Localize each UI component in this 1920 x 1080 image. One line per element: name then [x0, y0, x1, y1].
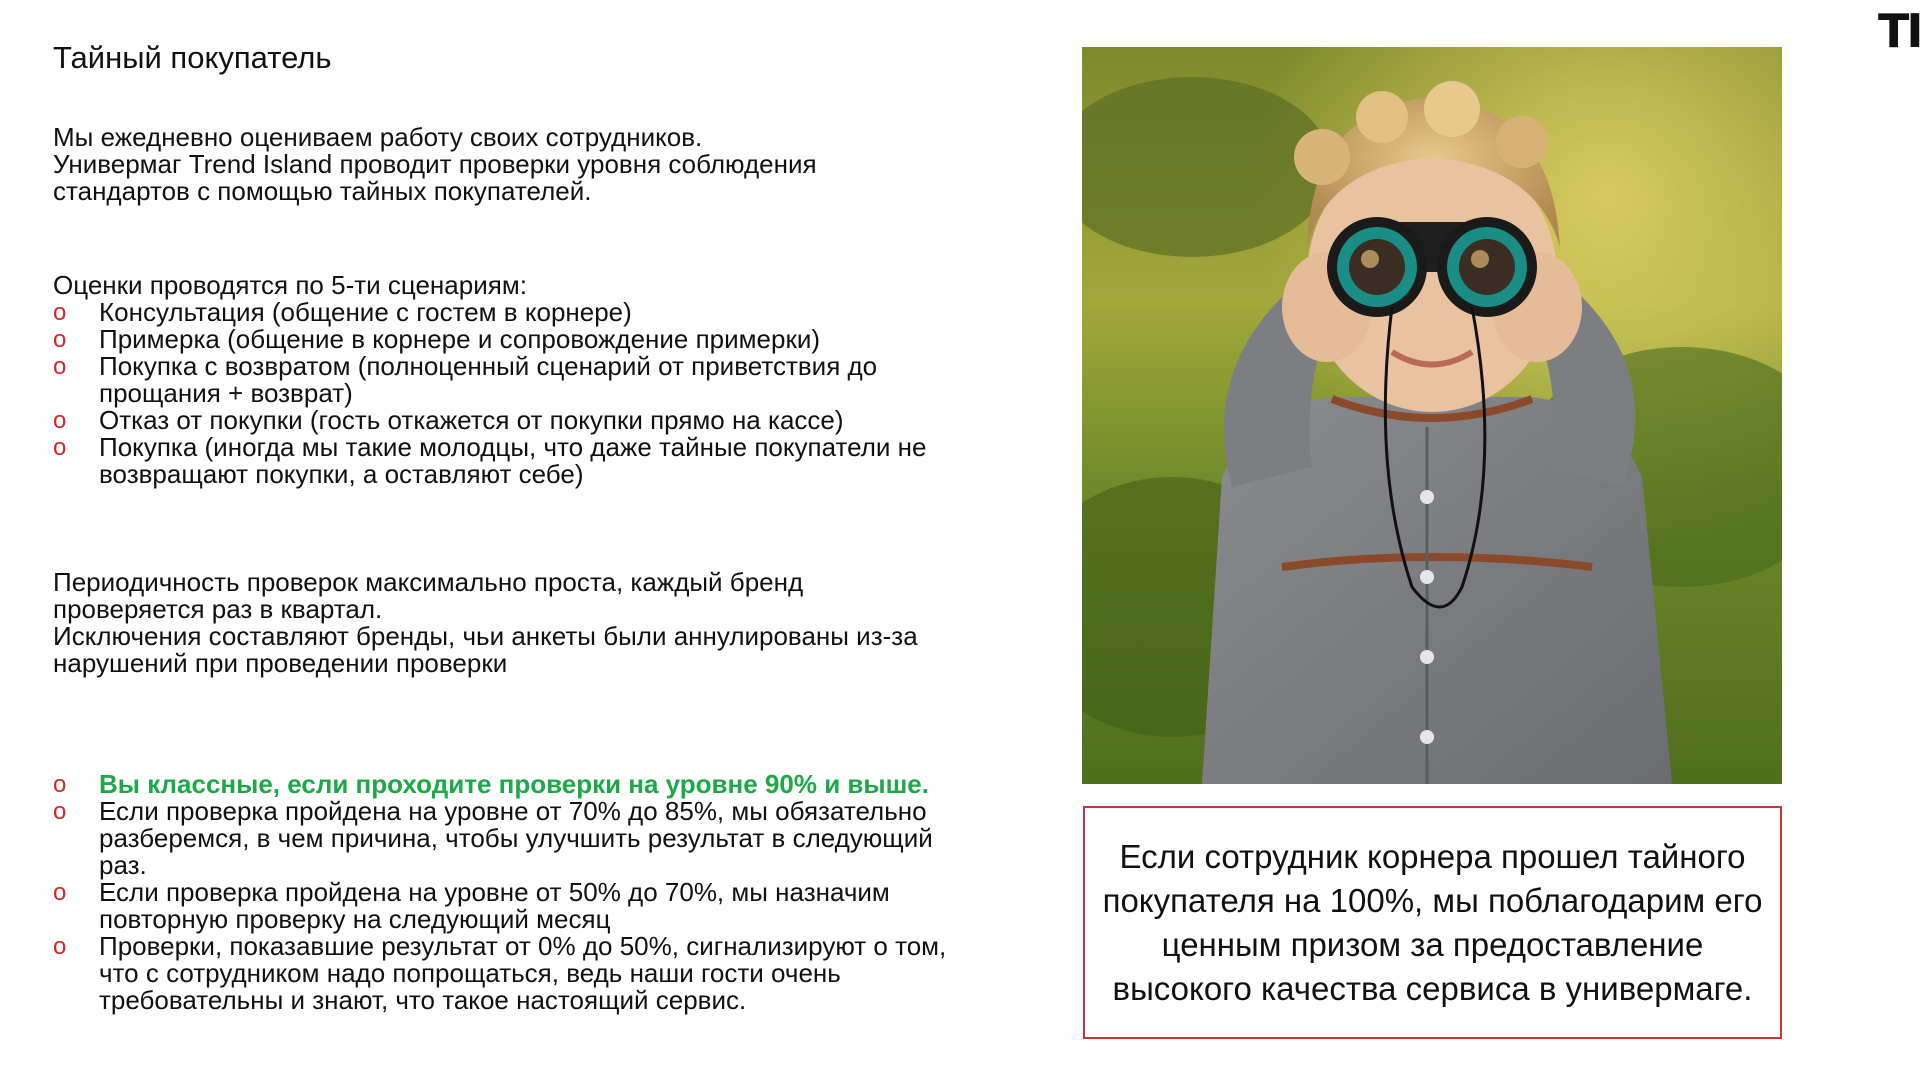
- list-item-text: Если проверка пройдена на уровне от 70% до 85%, мы обязательно: [99, 796, 927, 826]
- list-item-text: повторную проверку на следующий месяц: [99, 904, 611, 934]
- list-item-text: Вы классные, если проходите проверки на уровне 90% и выше.: [99, 769, 929, 799]
- list-item-text: раз.: [99, 850, 147, 880]
- page-title: Тайный покупатель: [53, 40, 332, 75]
- list-item-text: что с сотрудником надо попрощаться, ведь наши гости очень: [99, 958, 841, 988]
- periodicity-line: Исключения составляют бренды, чьи анкеты были аннулированы из-за: [53, 621, 918, 651]
- list-item-text: Проверки, показавшие результат от 0% до 50%, сигнализируют о том,: [99, 931, 947, 961]
- callout-line: Если сотрудник корнера прошел тайного: [1119, 837, 1746, 875]
- intro-paragraph: [53, 124, 817, 205]
- reward-callout-box: [1083, 806, 1782, 1039]
- results-list: [53, 771, 953, 1014]
- periodicity-paragraph: [53, 569, 918, 677]
- intro-line: Универмаг Trend Island проводит проверки уровня соблюдения: [53, 149, 817, 179]
- list-item-text: требовательны и знают, что такое настоящий сервис.: [99, 985, 747, 1015]
- list-item-text: Примерка (общение в корнере и сопровождение примерки): [99, 324, 821, 354]
- list-item: [53, 771, 953, 798]
- callout-line: ценным призом за предоставление: [1161, 925, 1704, 963]
- bullet-icon: o: [53, 434, 67, 461]
- callout-line: высокого качества сервиса в универмаге.: [1112, 969, 1753, 1007]
- list-item: [53, 326, 953, 353]
- list-item: [53, 407, 953, 434]
- list-item: [53, 299, 953, 326]
- photo-illustration: [1082, 47, 1782, 784]
- bullet-icon: o: [53, 326, 67, 353]
- bullet-icon: o: [53, 771, 67, 798]
- list-item-text: Покупка с возвратом (полноценный сценарий от приветствия до: [99, 351, 878, 381]
- bullet-icon: o: [53, 798, 67, 825]
- list-item: [53, 933, 953, 1014]
- periodicity-line: Периодичность проверок максимально проста, каждый бренд: [53, 567, 804, 597]
- bullet-icon: o: [53, 299, 67, 326]
- list-item: [53, 798, 953, 879]
- list-item-text: Если проверка пройдена на уровне от 50% до 70%, мы назначим: [99, 877, 890, 907]
- periodicity-line: проверяется раз в квартал.: [53, 594, 383, 624]
- list-item-text: прощания + возврат): [99, 378, 353, 408]
- periodicity-line: нарушений при проведении проверки: [53, 648, 508, 678]
- intro-line: стандартов с помощью тайных покупателей.: [53, 176, 592, 206]
- list-item-text: разберемся, в чем причина, чтобы улучшить результат в следующий: [99, 823, 933, 853]
- scenarios-heading: [53, 272, 527, 299]
- callout-line: покупателя на 100%, мы поблагодарим его: [1102, 881, 1763, 919]
- bullet-icon: o: [53, 407, 67, 434]
- bullet-icon: o: [53, 933, 67, 960]
- list-item-text: возвращают покупки, а оставляют себе): [99, 459, 584, 489]
- list-item-text: Покупка (иногда мы такие молодцы, что даже тайные покупатели не: [99, 432, 927, 462]
- scenarios-heading-text: Оценки проводятся по 5-ти сценариям:: [53, 270, 527, 300]
- bullet-icon: o: [53, 353, 67, 380]
- intro-line: Мы ежедневно оцениваем работу своих сотрудников.: [53, 122, 703, 152]
- child-with-binoculars-photo: [1082, 47, 1782, 784]
- list-item-text: Отказ от покупки (гость откажется от покупки прямо на кассе): [99, 405, 844, 435]
- brand-logo: TI: [1878, 4, 1920, 58]
- scenarios-list: [53, 299, 953, 488]
- list-item-text: Консультация (общение с гостем в корнере): [99, 297, 632, 327]
- list-item: [53, 879, 953, 933]
- bullet-icon: o: [53, 879, 67, 906]
- list-item: [53, 434, 953, 488]
- list-item: [53, 353, 953, 407]
